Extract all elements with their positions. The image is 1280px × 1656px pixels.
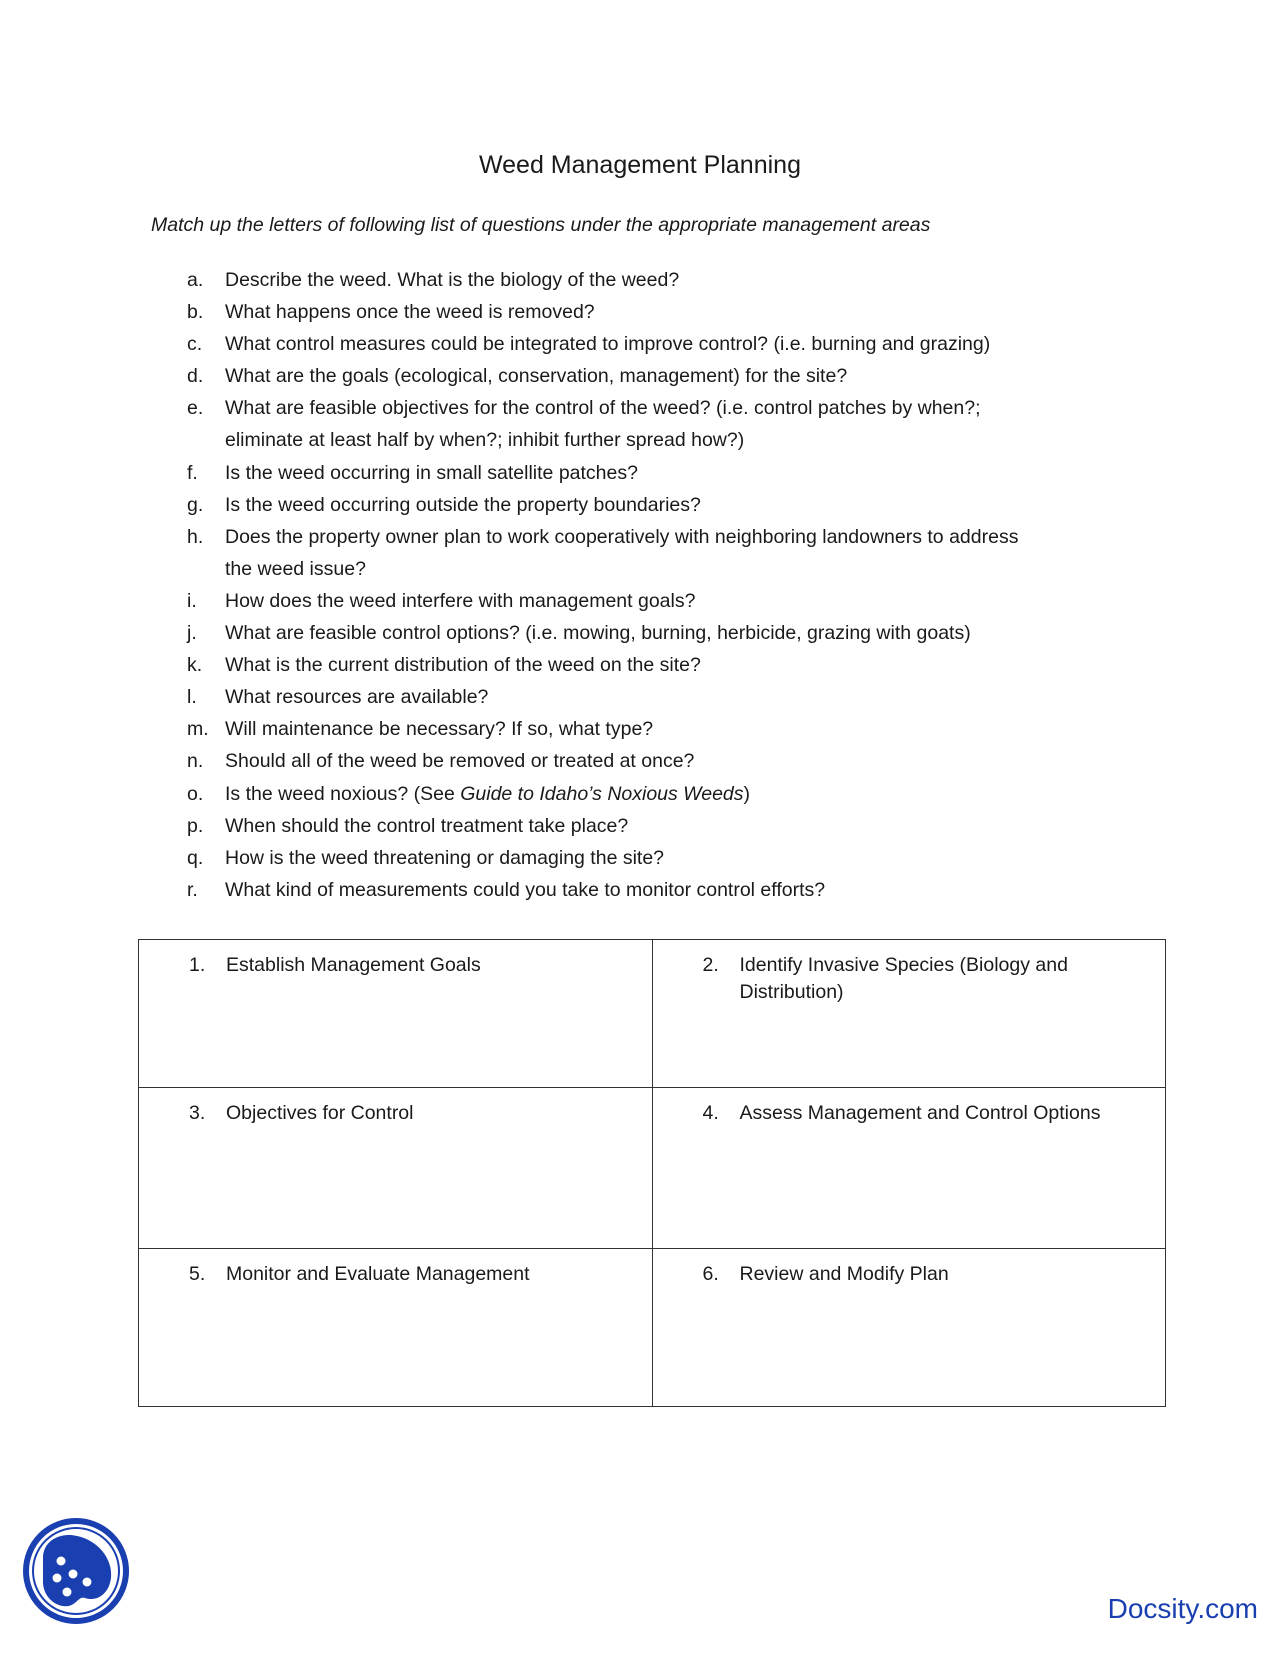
question-line: Does the property owner plan to work cooperatively with neighboring landowners to address xyxy=(225,525,1019,548)
question-letter: j. xyxy=(187,622,197,645)
question-text xyxy=(225,365,847,387)
question-line: What are the goals (ecological, conservation, management) for the site? xyxy=(225,365,848,388)
list-item xyxy=(0,585,1105,617)
question-letter: o. xyxy=(187,782,204,805)
area-number: 3. xyxy=(189,1102,206,1124)
question-text xyxy=(225,815,628,837)
area-cell xyxy=(139,1088,653,1249)
question-letter: g. xyxy=(187,493,204,516)
list-item xyxy=(0,392,1105,456)
question-line: eliminate at least half by when?; inhibit further spread how?) xyxy=(225,429,745,452)
question-line: Should all of the weed be removed or treated at once? xyxy=(225,750,695,773)
question-line: What happens once the weed is removed? xyxy=(225,301,595,324)
question-line: How is the weed threatening or damaging the site? xyxy=(225,846,665,869)
question-line: What is the current distribution of the weed on the site? xyxy=(225,654,701,677)
question-line: Is the weed occurring outside the property boundaries? xyxy=(225,493,701,516)
question-text xyxy=(225,526,1018,580)
question-text xyxy=(225,686,488,708)
area-label: Review and Modify Plan xyxy=(739,1263,949,1285)
list-item xyxy=(0,649,1105,681)
question-line: the weed issue? xyxy=(225,557,366,580)
question-line: Will maintenance be necessary? If so, what type? xyxy=(225,718,654,741)
area-cell xyxy=(139,940,653,1088)
area-cell xyxy=(652,1249,1166,1407)
instruction-text: Match up the letters of following list of questions under the appropriate management areas xyxy=(151,214,931,236)
list-item xyxy=(0,521,1105,585)
area-number: 6. xyxy=(702,1263,719,1285)
question-line: How does the weed interfere with management goals? xyxy=(225,589,696,612)
question-suffix: ) xyxy=(743,782,751,805)
question-letter: q. xyxy=(187,846,204,869)
question-letter: m. xyxy=(187,718,209,741)
question-text xyxy=(225,333,990,355)
list-item xyxy=(0,745,1105,777)
question-line: Is the weed noxious? (See xyxy=(225,782,461,805)
question-text xyxy=(225,301,595,323)
question-letter: a. xyxy=(187,269,204,291)
question-letter: h. xyxy=(187,525,204,548)
list-item xyxy=(0,489,1105,521)
list-item xyxy=(0,778,1105,810)
list-item xyxy=(0,617,1105,649)
question-letter: p. xyxy=(187,814,204,837)
docsity-link[interactable]: Docsity.com xyxy=(1107,1593,1258,1624)
table-row xyxy=(139,940,1166,1088)
question-text xyxy=(225,269,679,291)
list-item xyxy=(0,296,1105,328)
area-label: Assess Management and Control Options xyxy=(739,1102,1101,1124)
question-line: Describe the weed. What is the biology of the weed? xyxy=(225,269,680,291)
question-line: What kind of measurements could you take to monitor control efforts? xyxy=(225,878,826,901)
question-letter: f. xyxy=(187,461,198,484)
list-item xyxy=(0,874,1105,906)
area-label: Objectives for Control xyxy=(226,1102,414,1124)
area-label: Establish Management Goals xyxy=(226,954,481,976)
area-number: 5. xyxy=(189,1263,206,1285)
question-letter: i. xyxy=(187,589,197,612)
question-line: What are feasible objectives for the control of the weed? (i.e. control patches by when?; xyxy=(225,397,981,420)
question-letter: k. xyxy=(187,654,203,677)
management-areas-table xyxy=(138,939,1166,1407)
list-item xyxy=(0,264,1105,296)
question-reference: Guide to Idaho’s Noxious Weeds xyxy=(460,782,744,805)
area-cell xyxy=(652,1088,1166,1249)
question-text xyxy=(225,783,750,805)
area-number: 1. xyxy=(189,954,206,976)
area-cell xyxy=(139,1249,653,1407)
list-item xyxy=(0,842,1105,874)
list-item xyxy=(0,360,1105,392)
area-number: 2. xyxy=(702,954,719,976)
question-letter: n. xyxy=(187,750,204,773)
area-number: 4. xyxy=(702,1102,719,1124)
question-line: Is the weed occurring in small satellite patches? xyxy=(225,461,638,484)
question-letter: r. xyxy=(187,878,198,901)
area-label: Monitor and Evaluate Management xyxy=(226,1263,530,1285)
question-line: What are feasible control options? (i.e. mowing, burning, herbicide, grazing with goats) xyxy=(225,622,971,645)
question-text xyxy=(225,397,981,451)
area-label: Identify Invasive Species (Biology and Distribution) xyxy=(739,954,1068,1003)
question-text xyxy=(225,494,701,516)
list-item xyxy=(0,810,1105,842)
list-item xyxy=(0,457,1105,489)
question-letter: b. xyxy=(187,301,204,324)
question-letter: d. xyxy=(187,365,204,388)
question-text xyxy=(225,462,638,484)
question-list xyxy=(0,264,1280,906)
question-line: What control measures could be integrated to improve control? (i.e. burning and grazing) xyxy=(225,333,991,356)
page-title: Weed Management Planning xyxy=(479,151,801,179)
table-row xyxy=(139,1249,1166,1407)
area-cell xyxy=(652,940,1166,1088)
question-text xyxy=(225,590,695,612)
docsity-logo-icon[interactable] xyxy=(21,1516,131,1626)
question-text xyxy=(225,622,971,644)
question-text xyxy=(225,718,653,740)
list-item xyxy=(0,681,1105,713)
list-item xyxy=(0,328,1105,360)
question-text xyxy=(225,654,701,676)
question-letter: l. xyxy=(187,686,197,709)
table-row xyxy=(139,1088,1166,1249)
list-item xyxy=(0,713,1105,745)
question-letter: e. xyxy=(187,397,204,420)
question-text xyxy=(225,847,664,869)
question-line: What resources are available? xyxy=(225,686,489,709)
question-line: When should the control treatment take place? xyxy=(225,814,629,837)
question-text xyxy=(225,750,694,772)
question-letter: c. xyxy=(187,333,203,356)
question-text xyxy=(225,879,825,901)
